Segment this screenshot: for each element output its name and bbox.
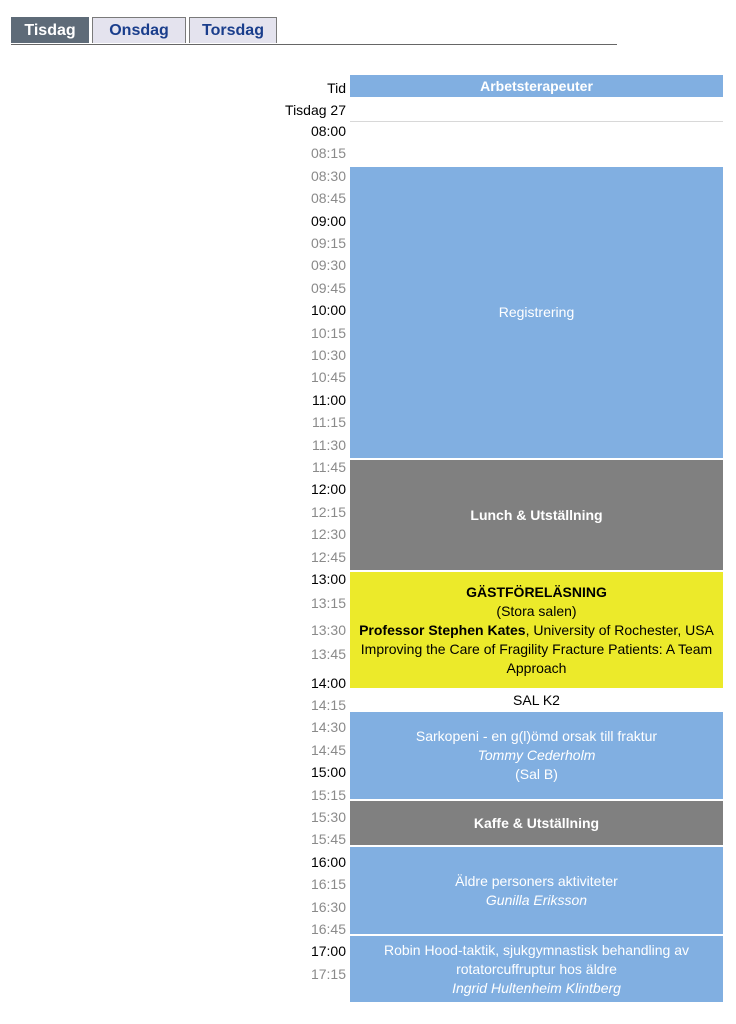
event-room: (Sal B) [515,766,558,782]
time-slot: 09:30 [310,257,346,273]
time-slot: 13:45 [310,646,346,662]
time-slot: 12:15 [310,504,346,520]
time-slot: 16:15 [310,876,346,892]
event-title: Äldre personers aktiviteter [455,872,618,889]
event-affiliation: , University of Rochester, USA [525,621,714,638]
column-header-arbetsterapeuter: Arbetsterapeuter [350,75,723,97]
event-room: (Stora salen) [496,602,577,619]
time-slot: 13:15 [310,595,346,611]
event-title: Registrering [498,304,575,320]
event-speaker-line [359,621,714,640]
tab-torsdag[interactable]: Torsdag [189,17,277,43]
time-slot: 11:45 [312,459,346,475]
time-slot: 12:45 [310,549,346,565]
event-speaker: Professor Stephen Kates [359,621,526,638]
event-talk: Improving the Care of Fragility Fracture Patients: A Team Approach [360,640,713,676]
day-divider [350,121,723,122]
event-kaffe[interactable] [350,801,723,845]
time-slot: 12:00 [310,481,346,497]
event-speaker: Ingrid Hultenheim Klintberg [452,979,621,996]
time-slot: 12:30 [310,526,346,542]
time-slot: 11:15 [312,414,346,430]
time-slot: 08:00 [310,123,346,139]
event-title: Lunch & Utställning [470,506,603,523]
time-slot: 17:00 [310,943,346,959]
day-label: Tisdag 27 [285,102,346,118]
time-slot: 11:00 [312,392,346,408]
time-slot: 15:30 [310,809,346,825]
time-slot: 13:30 [310,622,346,638]
time-slot: 10:15 [310,325,346,341]
event-title: GÄSTFÖRELÄSNING [466,583,607,600]
event-lunch[interactable] [350,460,723,570]
time-slot: 09:15 [310,235,346,251]
time-slot: 14:45 [310,742,346,758]
time-slot: 14:15 [310,697,346,713]
time-slot: 09:45 [310,280,346,296]
event-aldre-aktiviteter[interactable] [350,847,723,934]
time-slot: 16:30 [310,899,346,915]
time-slot: 17:15 [310,966,346,982]
tab-onsdag[interactable]: Onsdag [92,17,186,43]
time-slot: 14:30 [310,719,346,735]
time-slot: 09:00 [310,213,346,229]
event-title: Kaffe & Utställning [473,814,600,831]
time-slot: 08:15 [310,145,346,161]
time-slot: 15:15 [310,787,346,803]
time-slot: 10:00 [310,302,346,318]
time-slot: 13:00 [310,571,346,587]
time-slot: 08:30 [310,168,346,184]
time-slot: 08:45 [310,190,346,206]
tab-tisdag[interactable]: Tisdag [11,17,89,43]
time-slot: 15:00 [310,764,346,780]
time-slot: 15:45 [310,831,346,847]
event-speaker: Tommy Cederholm [477,747,596,763]
event-guest-lecture[interactable] [350,572,723,688]
time-slot: 10:45 [310,369,346,385]
event-registrering[interactable] [350,167,723,458]
event-sarkopeni[interactable] [350,712,723,799]
time-slot: 10:30 [310,347,346,363]
time-slot: 14:00 [310,675,346,691]
event-speaker: Gunilla Eriksson [485,891,588,908]
room-label-sal-k2 [350,690,723,710]
event-robin-hood[interactable] [350,936,723,1002]
room-label: SAL K2 [513,691,560,708]
day-tabs [11,17,617,45]
event-title: Robin Hood-taktik, sjukgymnastisk behandling av rotatorcuffruptur hos äldre [383,941,690,977]
time-slot: 16:45 [310,921,346,937]
event-title: Sarkopeni - en g(l)ömd orsak till fraktur [415,728,658,744]
time-column-header: Tid [327,80,346,96]
time-slot: 11:30 [312,437,346,453]
time-slot: 16:00 [310,854,346,870]
